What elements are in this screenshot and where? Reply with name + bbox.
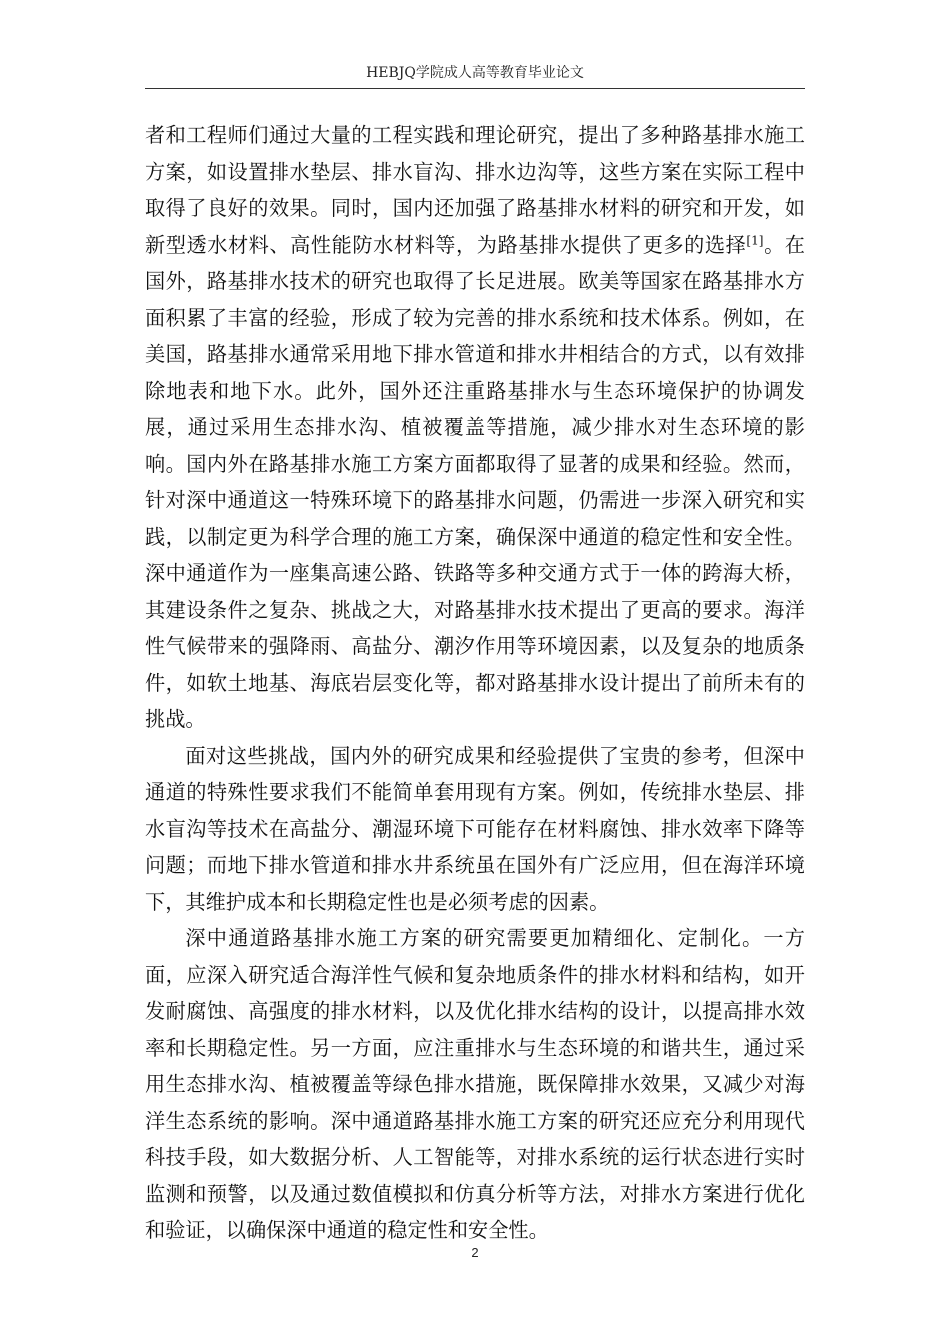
paragraph-1-text-b: 。在国外，路基排水技术的研究也取得了长足进展。欧美等国家在路基排水方面积累了丰富的经验，形成了较为完善的排水系统和技术体系。例如，在美国，路基排水通常采用地下排水管道和排水井相结合的方式，以有效排除地表和地下水。此外，国外还注重路基排水与生态环境保护的协调发展，通过采用生态排水沟、植被覆盖等措施，减少排水对生态环境的影响。国内外在路基排水施工方案方面都取得了显著的成果和经验。然而，针对深中通道这一特殊环境下的路基排水问题，仍需进一步深入研究和实践，以制定更为科学合理的施工方案，确保深中通道的稳定性和安全性。深中通道作为一座集高速公路、铁路等多种交通方式于一体的跨海大桥，其建设条件之复杂、挑战之大，对路基排水技术提出了更高的要求。海洋性气候带来的强降雨、高盐分、潮汐作用等环境因素，以及复杂的地质条件，如软土地基、海底岩层变化等，都对路基排水设计提出了前所未有的挑战。 (145, 232, 805, 731)
paragraph-2: 面对这些挑战，国内外的研究成果和经验提供了宝贵的参考，但深中通道的特殊性要求我们不能简单套用现有方案。例如，传统排水垫层、排水盲沟等技术在高盐分、潮湿环境下可能存在材料腐蚀、排水效率下降等问题；而地下排水管道和排水井系统虽在国外有广泛应用，但在海洋环境下，其维护成本和长期稳定性也是必须考虑的因素。 (145, 743, 805, 914)
body-text (145, 117, 805, 1249)
paragraph-1-text-a: 者和工程师们通过大量的工程实践和理论研究，提出了多种路基排水施工方案，如设置排水垫层、排水盲沟、排水边沟等，这些方案在实际工程中取得了良好的效果。同时，国内还加强了路基排水材料的研究和开发，如新型透水材料、高性能防水材料等，为路基排水提供了更多的选择 (145, 123, 805, 257)
header-divider (145, 88, 805, 89)
running-header: HEBJQ学院成人高等教育毕业论文 (366, 65, 584, 81)
page-number: 2 (471, 1245, 479, 1260)
paragraph-1 (145, 117, 805, 738)
paragraph-3: 深中通道路基排水施工方案的研究需要更加精细化、定制化。一方面，应深入研究适合海洋性气候和复杂地质条件的排水材料和结构，如开发耐腐蚀、高强度的排水材料，以及优化排水结构的设计，以提高排水效率和长期稳定性。另一方面，应注重排水与生态环境的和谐共生，通过采用生态排水沟、植被覆盖等绿色排水措施，既保障排水效果，又减少对海洋生态系统的影响。深中通道路基排水施工方案的研究还应充分利用现代科技手段，如大数据分析、人工智能等，对排水系统的运行状态进行实时监测和预警，以及通过数值模拟和仿真分析等方法，对排水方案进行优化和验证，以确保深中通道的稳定性和安全性。 (145, 926, 805, 1242)
citation-ref[interactable]: [1] (746, 232, 764, 247)
